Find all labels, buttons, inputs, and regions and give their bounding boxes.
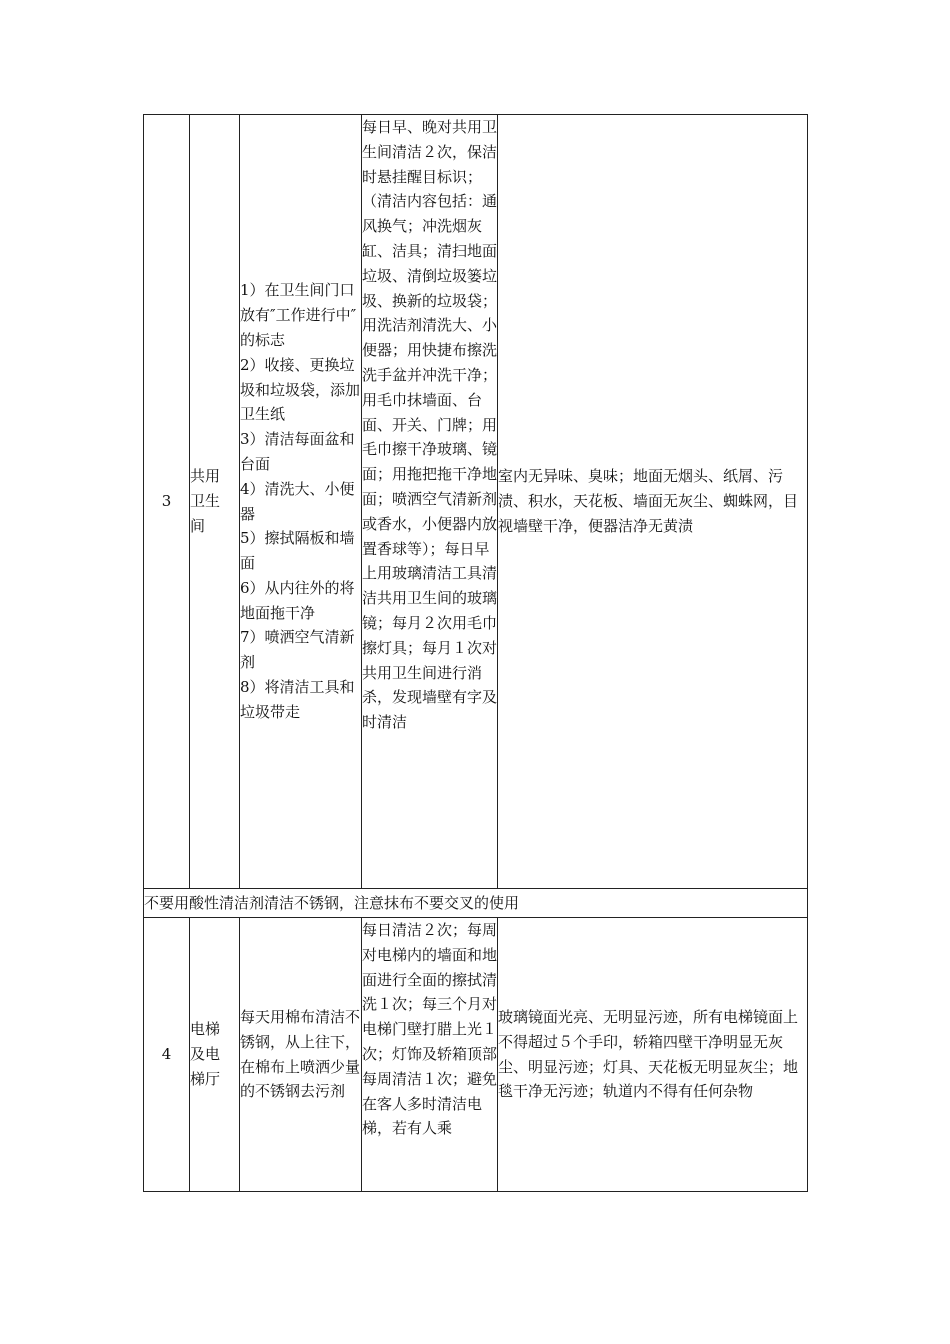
cleaning-frequency: 每日清洁２次；每周对电梯内的墙面和地面进行全面的擦拭清洗１次；每三个月对电梯门壁打腊上光１次；灯饰及轿箱顶部每周清洁１次；避免在客人多时清洁电梯，若有人乘 xyxy=(362,921,498,1138)
standard-cell xyxy=(498,115,808,889)
note-row xyxy=(144,889,808,918)
cleaning-steps: 1）在卫生间门口放有″工作进行中″的标志 2）收接、更换垃圾和垃圾袋，添加卫生纸 3）清洁每面盆和台面 4）清洗大、小便器 5）擦拭隔板和墙面 6）从内往外的将地面拖干净 7）喷洒空气清新剂 8）将清洁工具和垃圾带走 xyxy=(240,281,361,721)
area-cell xyxy=(190,918,240,1192)
steps-cell xyxy=(240,918,362,1192)
area-name: 电梯 及电 梯厅 xyxy=(190,1020,221,1088)
item-number-cell xyxy=(144,115,190,889)
note-cell xyxy=(144,889,808,918)
frequency-cell xyxy=(362,115,498,889)
cleaning-steps: 每天用棉布清洁不锈钢，从上往下，在棉布上喷洒少量的不锈钢去污剂 xyxy=(240,1007,361,1101)
steps-cell xyxy=(240,115,362,889)
item-number-cell xyxy=(144,918,190,1192)
table-row xyxy=(144,115,808,889)
table-row xyxy=(144,918,808,1192)
quality-standard: 室内无异味、臭味；地面无烟头、纸屑、污渍、积水，天花板、墙面无灰尘、蜘蛛网，目视墙壁干净，便器洁净无黄渍 xyxy=(498,467,799,535)
frequency-cell xyxy=(362,918,498,1192)
standard-cell xyxy=(498,918,808,1192)
cleaning-frequency: 每日早、晚对共用卫生间清洁２次，保洁时悬挂醒目标识；（清洁内容包括：通风换气；冲洗烟灰缸、洁具；清扫地面垃圾、清倒垃圾篓垃圾、换新的垃圾袋；用洗洁剂清洗大、小便器；用快捷布擦洗洗手盆并冲洗干净；用毛巾抹墙面、台面、开关、门牌；用毛巾擦干净玻璃、镜面；用拖把拖干净地面；喷洒空气清新剂或香水，小便器内放置香球等）；每日早上用玻璃清洁工具清洁共用卫生间的玻璃镜；每月２次用毛巾擦灯具；每月１次对共用卫生间进行消杀，发现墙壁有字及时清洁 xyxy=(362,118,498,732)
quality-standard: 玻璃镜面光亮、无明显污迹，所有电梯镜面上不得超过５个手印，轿箱四壁干净明显无灰尘、明显污迹；灯具、天花板无明显灰尘；地毯干净无污迹；轨道内不得有任何杂物 xyxy=(498,1007,799,1101)
item-number: 3 xyxy=(161,492,172,511)
note-text: 不要用酸性清洁剂清洁不锈钢，注意抹布不要交叉的使用 xyxy=(144,893,520,912)
cleaning-standards-table xyxy=(143,114,808,1192)
area-name: 共用 卫生 间 xyxy=(190,467,221,535)
item-number: 4 xyxy=(161,1045,172,1064)
area-cell xyxy=(190,115,240,889)
